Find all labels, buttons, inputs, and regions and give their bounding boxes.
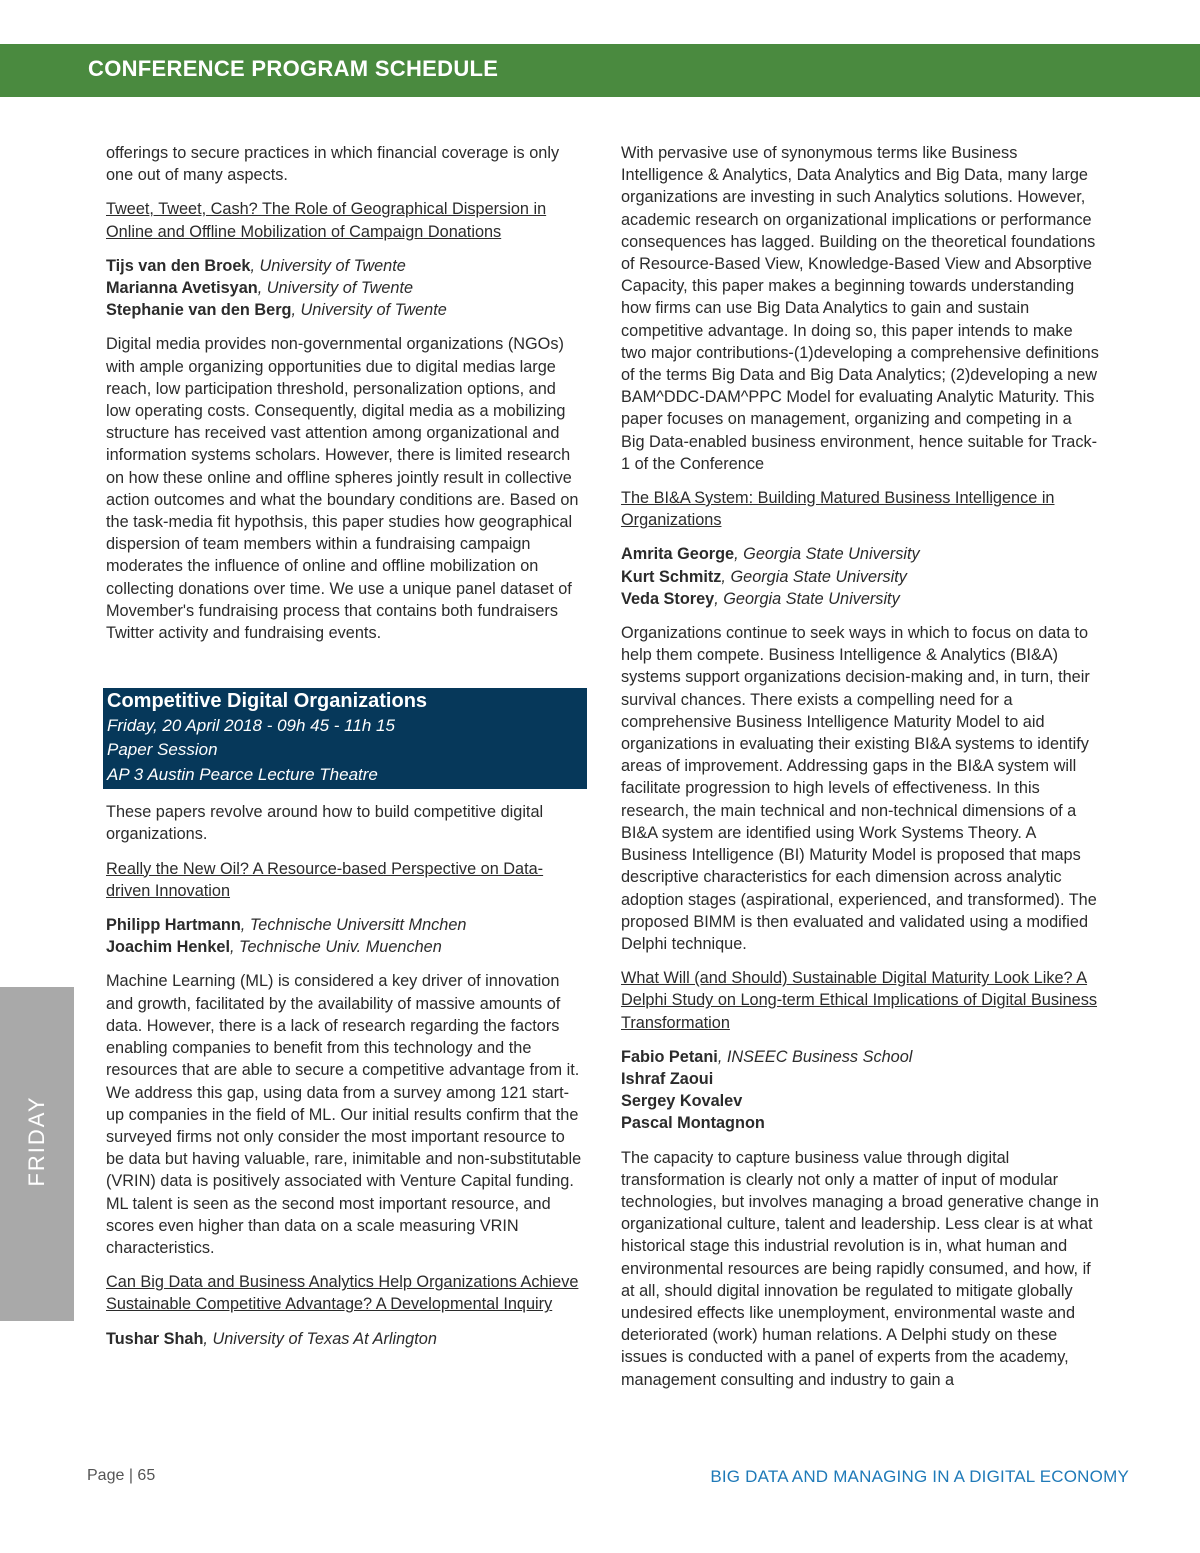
- author-list: [621, 1046, 1099, 1135]
- author: [106, 277, 584, 299]
- abstract: The capacity to capture business value through digital transformation is clearly not only a matter of input of modular technologies, but involves managing a broad generative change in organizational culture, talent and leadership. Less clear is at what historical stage this industrial revolution is in, what human and environmental resources are being rapidly consumed, and how, if at all, should digital innovation be regulated to mitigate globally undesired effects like unemployment, environmental waste and deteriorated (work) human relations. A Delphi study on these issues is conducted with a panel of experts from the academy, management consulting and industry to gain a: [621, 1148, 1099, 1389]
- author-affiliation: , Technische Univ. Muenchen: [229, 938, 442, 957]
- author-list: [106, 255, 584, 322]
- session-location: AP 3 Austin Pearce Lecture Theatre: [107, 764, 378, 784]
- day-label: FRIDAY: [24, 1095, 49, 1187]
- author-affiliation: , University of Twente: [291, 301, 447, 320]
- session-type: Paper Session: [107, 740, 218, 760]
- author-affiliation: , University of Twente: [257, 279, 414, 298]
- session-description: These papers revolve around how to build competitive digital organizations.: [106, 803, 544, 844]
- author-list: [106, 1328, 584, 1350]
- session-date-time: Friday, 20 April 2018 - 09h 45 - 11h 15: [107, 715, 395, 735]
- author: [621, 566, 1099, 588]
- session-header-box: [103, 688, 587, 789]
- author-name: Pascal Montagnon: [621, 1114, 765, 1133]
- page-header-title: CONFERENCE PROGRAM SCHEDULE: [88, 56, 499, 81]
- author: [621, 1112, 1099, 1134]
- author-list: [621, 543, 1099, 610]
- publication-title: BIG DATA AND MANAGING IN A DIGITAL ECONOMY: [710, 1467, 1129, 1486]
- author: [621, 588, 1099, 610]
- author: [106, 255, 584, 277]
- paper-title-tweet-cash[interactable]: Tweet, Tweet, Cash? The Role of Geographical Dispersion in Online and Offline Mobilization of Campaign Donations: [106, 200, 547, 241]
- author-name: Amrita George: [621, 545, 735, 564]
- abstract: Organizations continue to seek ways in which to focus on data to help them compete. Business Intelligence & Analytics (BI&A) systems support organizations decision-making and, in turn, their survival chances. There exists a compelling need for a comprehensive Business Intelligence Maturity Model to aid organizations in evaluating their existing BI&A systems to identify areas of improvement. Addressing gaps in the BI&A system will facilitate progression to high levels of effectiveness. In this research, the main technical and non-technical dimensions of a BI&A system are identified using Work Systems Theory. A Business Intelligence (BI) Maturity Model is proposed that maps descriptive characteristics for each dimension across analytic adoption stages (aspirational, experienced, and transformed). The proposed BIMM is then evaluated and validated using a modified Delphi technique.: [621, 624, 1097, 953]
- author-name: Fabio Petani: [621, 1047, 718, 1066]
- author-name: Tushar Shah: [106, 1329, 204, 1348]
- paper-title-new-oil[interactable]: Really the New Oil? A Resource-based Perspective on Data-driven Innovation: [106, 859, 544, 900]
- author: [621, 1046, 1099, 1068]
- day-side-tab: [0, 987, 74, 1321]
- author-affiliation: , Georgia State University: [721, 567, 907, 586]
- author: [106, 1328, 584, 1350]
- author: [106, 299, 584, 321]
- author-affiliation: , INSEEC Business School: [717, 1047, 913, 1066]
- left-column: [106, 142, 584, 1362]
- author: [621, 1068, 1099, 1090]
- paper-title-digital-maturity[interactable]: What Will (and Should) Sustainable Digital Maturity Look Like? A Delphi Study on Long-term Ethical Implications of Digital Business Transformation: [621, 969, 1098, 1032]
- author-name: Veda Storey: [621, 589, 715, 608]
- author-name: Stephanie van den Berg: [106, 301, 292, 320]
- author: [621, 1090, 1099, 1112]
- author-name: Sergey Kovalev: [621, 1092, 743, 1111]
- page-number: Page | 65: [87, 1467, 156, 1484]
- intro-fragment: offerings to secure practices in which financial coverage is only one out of many aspects.: [106, 144, 560, 185]
- paper-title-big-data-advantage[interactable]: Can Big Data and Business Analytics Help Organizations Achieve Sustainable Competitive Advantage? A Developmental Inquiry: [106, 1273, 579, 1314]
- author-name: Tijs van den Broek: [106, 256, 251, 275]
- author: [106, 914, 584, 936]
- author: [106, 936, 584, 958]
- right-column: [621, 142, 1099, 1403]
- author-name: Ishraf Zaoui: [621, 1069, 714, 1088]
- author-affiliation: , Georgia State University: [734, 545, 920, 564]
- paper-title-bia-system[interactable]: The BI&A System: Building Matured Business Intelligence in Organizations: [621, 489, 1055, 530]
- author-name: Joachim Henkel: [106, 938, 230, 957]
- author-affiliation: , University of Twente: [250, 256, 406, 275]
- abstract: Machine Learning (ML) is considered a key driver of innovation and growth, facilitated by the availability of massive amounts of data. However, there is a lack of research regarding the factors enabling companies to benefit from this technology and the resources that are able to secure a competitive advantage from it. We address this gap, using data from a survey among 121 start-up companies in the field of ML. Our initial results confirm that the surveyed firms not only consider the most important resource to be data but having valuable, rare, inimitable and non-substitutable (VRIN) data is positively associated with Venture Capital funding. ML talent is seen as the second most important resource, and scores even higher than data on a scale measuring VRIN characteristics.: [106, 972, 582, 1257]
- author-name: Kurt Schmitz: [621, 567, 722, 586]
- author-list: [106, 914, 584, 958]
- author-name: Philipp Hartmann: [106, 916, 241, 935]
- author-affiliation: , Technische Universitt Mnchen: [240, 916, 467, 935]
- author-name: Marianna Avetisyan: [106, 279, 258, 298]
- session-name: Competitive Digital Organizations: [107, 690, 428, 713]
- author-affiliation: , Georgia State University: [714, 589, 900, 608]
- author: [621, 543, 1099, 565]
- author-affiliation: , University of Texas At Arlington: [203, 1329, 437, 1348]
- abstract: Digital media provides non-governmental organizations (NGOs) with ample organizing opportunities due to digital medias large reach, low participation threshold, personalization options, and low operating costs. Consequently, digital media as a mobilizing structure has received vast attention among organizational and information systems scholars. However, there is limited research on how these online and offline spheres jointly result in collective action outcomes and what the boundary conditions are. Based on the task-media fit hypothsis, this paper studies how geographical dispersion of team members within a fundraising campaign moderates the influence of online and offline mobilization on collecting donations over time. We use a unique panel dataset of Movember's fundraising process that contains both fundraisers Twitter activity and fundraising events.: [106, 335, 579, 643]
- abstract: With pervasive use of synonymous terms like Business Intelligence & Analytics, Data Analytics and Big Data, many large organizations are investing in such Analytics solutions. However, academic research on organizational implications or performance consequences has lagged. Building on the theoretical foundations of Resource-Based View, Knowledge-Based View and Absorptive Capacity, this paper makes a beginning towards understanding how firms can use Big Data Analytics to gain and sustain competitive advantage. In doing so, this paper intends to make two major contributions-(1)developing a comprehensive definitions of the terms Big Data and Big Data Analytics; (2)developing a new BAM^DDC-DAM^PPC Model for evaluating Analytic Maturity. This paper focuses on management, organizing and competing in a Big Data-enabled business environment, hence suitable for Track-1 of the Conference: [621, 144, 1099, 473]
